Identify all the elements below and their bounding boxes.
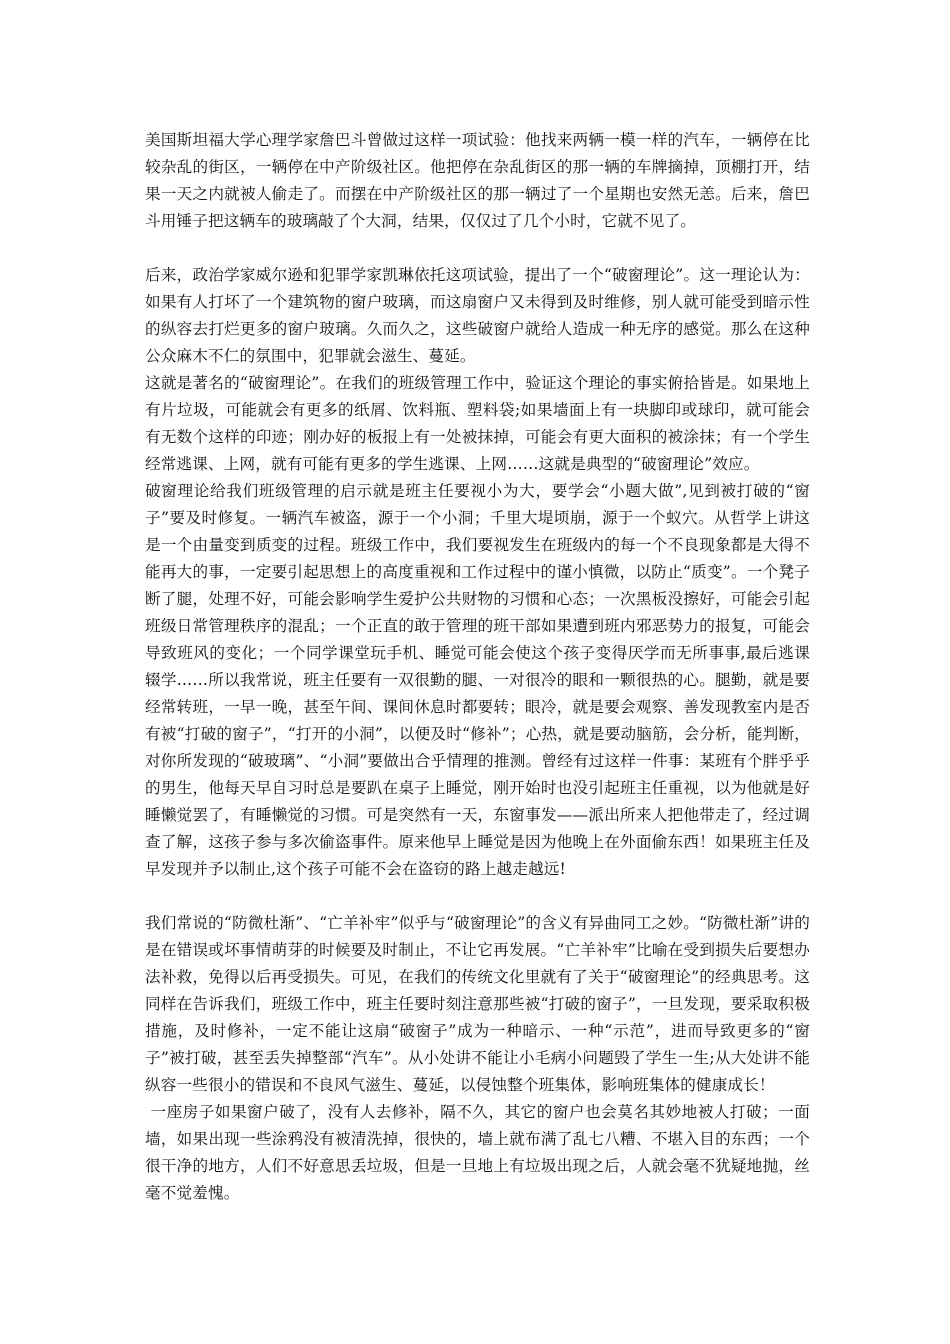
paragraph-class-management: 这就是著名的“破窗理论”。在我们的班级管理工作中，验证这个理论的事实俯拾皆是。如果地上有片垃圾，可能就会有更多的纸屑、饮料瓶、塑料袋;如果墙面上有一块脚印或球印，就可能会有无数个这样的印迹；刚办好的板报上有一处被抹掉，可能会有更大面积的被涂抹；有一个学生经常逃课、上网，就有可能有更多的学生逃课、上网……这就是典型的“破窗理论”效应。: [145, 374, 810, 473]
document-body: [145, 127, 810, 1207]
paragraph-gap: [145, 883, 810, 910]
paragraph-proverbs: 我们常说的“防微杜渐”、“亡羊补牢”似乎与“破窗理论”的含义有异曲同工之妙。“防微杜渐”讲的是在错误或坏事情萌芽的时候要及时制止，不让它再发展。“亡羊补牢”比喻在受到损失后要想办法补救，免得以后再受损失。可见，在我们的传统文化里就有了关于“破窗理论”的经典思考。这同样在告诉我们，班级工作中，班主任要时刻注意那些被“打破的窗子”，一旦发现，要采取积极措施，及时修补，一定不能让这扇“破窗子”成为一种暗示、一种“示范”，进而导致更多的“窗子”被打破，甚至丢失掉整部“汽车”。从小处讲不能让小毛病小问题毁了学生一生;从大处讲不能纵容一些很小的错误和不良风气滋生、蔓延，以侵蚀整个班集体，影响班集体的健康成长！: [145, 914, 810, 1094]
paragraph-broken-window-theory: 后来，政治学家威尔逊和犯罪学家凯琳依托这项试验，提出了一个“破窗理论”。这一理论认为：如果有人打坏了一个建筑物的窗户玻璃，而这扇窗户又未得到及时维修，别人就可能受到暗示性的纵容去打烂更多的窗户玻璃。久而久之，这些破窗户就给人造成一种无序的感觉。那么在这种公众麻木不仁的氛围中，犯罪就会滋生、蔓延。: [145, 266, 810, 365]
paragraph-experiment: 美国斯坦福大学心理学家詹巴斗曾做过这样一项试验：他找来两辆一模一样的汽车，一辆停在比较杂乱的街区，一辆停在中产阶级社区。他把停在杂乱街区的那一辆的车牌摘掉，顶棚打开，结果一天之内就被人偷走了。而摆在中产阶级社区的那一辆过了一个星期也安然无恙。后来，詹巴斗用锤子把这辆车的玻璃敲了个大洞，结果，仅仅过了几个小时，它就不见了。: [145, 131, 810, 230]
paragraph-lessons: 破窗理论给我们班级管理的启示就是班主任要视小为大，要学会“小题大做”,见到被打破的“窗子”要及时修复。一辆汽车被盗，源于一个小洞；千里大堤顷崩，源于一个蚁穴。从哲学上讲这是一个由量变到质变的过程。班级工作中，我们要视发生在班级内的每一个不良现象都是大得不能再大的事，一定要引起思想上的高度重视和工作过程中的谨小慎微，以防止“质变”。一个凳子断了腿，处理不好，可能会影响学生爱护公共财物的习惯和心态；一次黑板没擦好，可能会引起班级日常管理秩序的混乱；一个正直的敢于管理的班干部如果遭到班内邪恶势力的报复，可能会导致班风的变化；一个同学课堂玩手机、睡觉可能会使这个孩子变得厌学而无所事事,最后逃课辍学……所以我常说，班主任要有一双很勤的腿、一对很冷的眼和一颗很热的心。腿勤，就是要经常转班，一早一晚，甚至午间、课间休息时都要转；眼冷，就是要会观察、善发现教室内是否有被“打破的窗子”，“打开的小洞”，以便及时“修补”；心热，就是要动脑筋，会分析，能判断，对你所发现的“破玻璃”、“小洞”要做出合乎情理的推测。曾经有过这样一件事：某班有个胖乎乎的男生，他每天早自习时总是要趴在桌子上睡觉，刚开始时也没引起班主任重视，以为他就是好睡懒觉罢了，有睡懒觉的习惯。可是突然有一天，东窗事发——派出所来人把他带走了，经过调查了解，这孩子参与多次偷盗事件。原来他早上睡觉是因为他晚上在外面偷东西！如果班主任及早发现并予以制止,这个孩子可能不会在盗窃的路上越走越远!: [145, 482, 810, 878]
paragraph-gap: [145, 235, 810, 262]
paragraph-closing: 一座房子如果窗户破了，没有人去修补，隔不久，其它的窗户也会莫名其妙地被人打破；一面墙，如果出现一些涂鸦没有被清洗掉，很快的，墙上就布满了乱七八糟、不堪入目的东西；一个很干净的地方，人们不好意思丢垃圾，但是一旦地上有垃圾出现之后，人就会毫不犹疑地抛，丝毫不觉羞愧。: [145, 1103, 811, 1202]
